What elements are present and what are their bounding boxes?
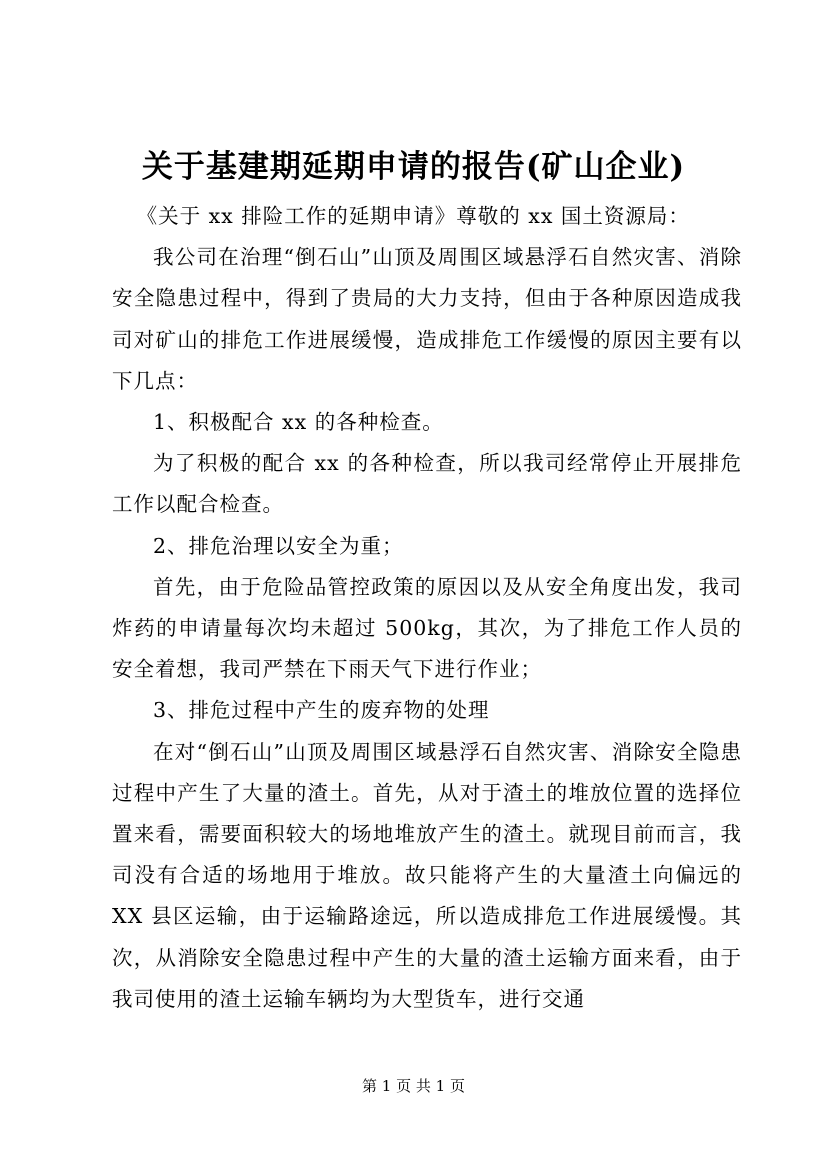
intro-paragraph: 我公司在治理“倒石山”山顶及周围区域悬浮石自然灾害、消除安全隐患过程中，得到了贵局的大力支持，但由于各种原因造成我司对矿山的排危工作进展缓慢，造成排危工作缓慢的原因主要有以下几点： [112,245,742,393]
point-3-heading: 3、排危过程中产生的废弃物的处理 [153,698,490,723]
point-1-paragraph: 为了积极的配合 xx 的各种检查，所以我司经常停止开展排危工作以配合检查。 [112,451,742,517]
point-2-paragraph: 首先，由于危险品管控政策的原因以及从安全角度出发，我司炸药的申请量每次均未超过 500kg，其次，为了排危工作人员的安全着想，我司严禁在下雨天气下进行作业； [112,574,742,682]
document-title: 关于基建期延期申请的报告(矿山企业) [141,149,686,185]
point-3-paragraph: 在对“倒石山”山顶及周围区域悬浮石自然灾害、消除安全隐患过程中产生了大量的渣土。首先，从对于渣土的堆放位置的选择位置来看，需要面积较大的场地堆放产生的渣土。就现目前而言，我司没有合适的场地用于堆放。故只能将产生的大量渣土向偏远的 XX 县区运输，由于运输路途远，所以造成排危工作进展缓慢。其次，从消除安全隐患过程中产生的大量的渣土运输方面来看，由于我司使用的渣土运输车辆均为大型货车，进行交通 [112,739,742,1011]
salutation-paragraph: 《关于 xx 排险工作的延期申请》尊敬的 xx 国土资源局： [136,204,690,228]
document-body [112,196,742,1020]
page-footer: 第 1 页 共 1 页 [362,1077,465,1095]
point-1-heading: 1、积极配合 xx 的各种检查。 [153,410,444,435]
point-2-heading: 2、排危治理以安全为重； [153,533,404,558]
